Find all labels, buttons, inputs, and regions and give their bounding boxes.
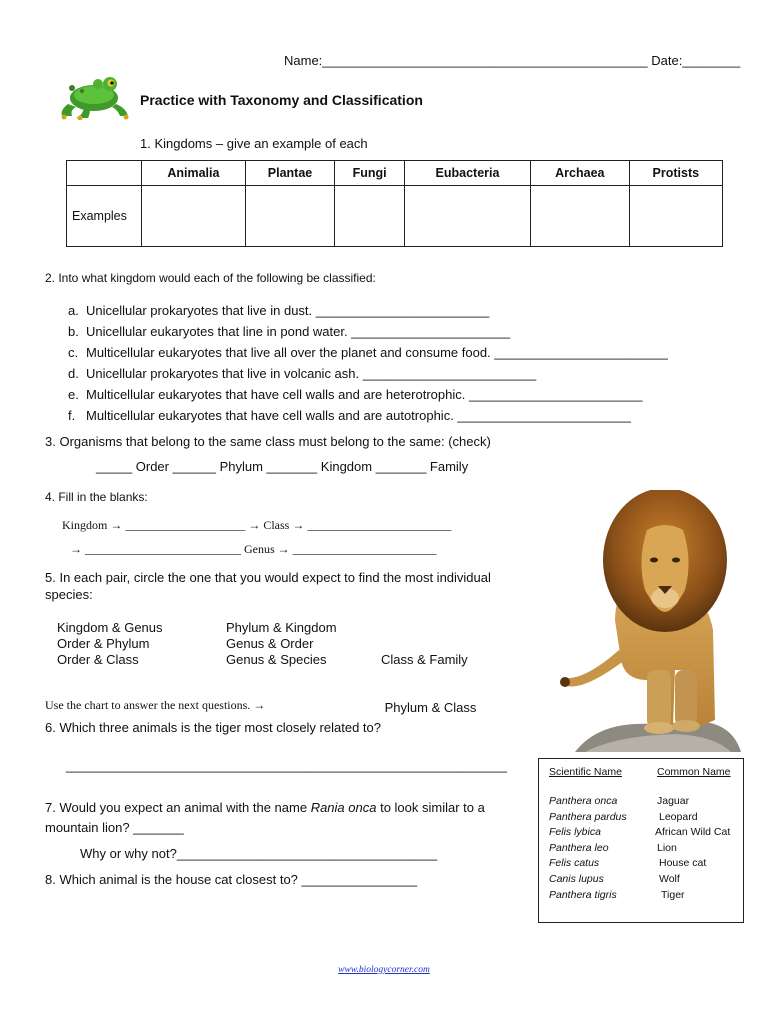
table-corner-cell (67, 161, 142, 186)
answer-cell-fungi[interactable] (335, 186, 405, 247)
q7-prompt: 7. Would you expect an animal with the name Rania onca to look similar to a (45, 800, 485, 815)
kingdoms-table (66, 160, 723, 247)
answer-cell-eubacteria[interactable] (404, 186, 530, 247)
species-chart (538, 758, 744, 923)
q2-item-text: Multicellular eukaryotes that live all over the planet and consume food. ________________________ (86, 345, 668, 360)
table-header-plantae: Plantae (245, 161, 334, 186)
q3-prompt: 3. Organisms that belong to the same class must belong to the same: (check) (45, 434, 491, 449)
list-item: e. Multicellular eukaryotes that have cell walls and are heterotrophic. ________________________ (68, 387, 643, 402)
answer-cell-plantae[interactable] (245, 186, 334, 247)
pair-option[interactable]: Order & Phylum (57, 636, 150, 651)
chart-scientific-name: Felis catus (549, 857, 600, 869)
list-item: f. Multicellular eukaryotes that have cell walls and are autotrophic. ________________________ (68, 408, 631, 423)
q7-species-name: Rania onca (310, 800, 377, 815)
chart-common-name: Lion (657, 842, 677, 854)
page-title: Practice with Taxonomy and Classification (140, 92, 423, 108)
chart-scientific-name: Canis lupus (549, 873, 604, 885)
chart-scientific-name: Panthera tigris (549, 889, 617, 901)
table-header-archaea: Archaea (531, 161, 630, 186)
header-line (284, 53, 740, 68)
q2-item-text: Multicellular eukaryotes that have cell walls and are autotrophic. ________________________ (86, 408, 631, 423)
q4-line-1: Kingdom → ____________________ → Class → ________________________ (62, 518, 452, 532)
chart-common-name: Leopard (659, 811, 698, 823)
name-field-label: Name:_____________________________________________ (284, 53, 648, 68)
chart-scientific-name: Panthera pardus (549, 811, 627, 823)
chart-intro: Use the chart to answer the next questions. → (45, 698, 266, 712)
chart-header-scientific: Scientific Name (549, 766, 622, 778)
q5-prompt-line-1: 5. In each pair, circle the one that you would expect to find the most individual (45, 570, 491, 585)
answer-cell-animalia[interactable] (142, 186, 246, 247)
q4-prompt: 4. Fill in the blanks: (45, 490, 148, 504)
chart-common-name: Jaguar (657, 795, 690, 807)
q5-pairs-column-3 (381, 620, 476, 732)
pair-option[interactable]: Phylum & Kingdom (226, 620, 337, 635)
q2-prompt: 2. Into what kingdom would each of the following be classified: (45, 271, 376, 285)
chart-scientific-name: Felis lybica (549, 826, 601, 838)
q2-list (68, 300, 668, 426)
q6-prompt: 6. Which three animals is the tiger most closely related to? (45, 720, 381, 735)
chart-common-name: Wolf (659, 873, 680, 885)
date-field-label: Date:________ (651, 53, 741, 68)
q2-item-text: Unicellular prokaryotes that live in volcanic ash. ________________________ (86, 366, 537, 381)
q1-prompt: 1. Kingdoms – give an example of each (140, 136, 368, 151)
list-item: c. Multicellular eukaryotes that live all over the planet and consume food. ________________________ (68, 345, 668, 360)
list-item: b. Unicellular eukaryotes that line in pond water. ______________________ (68, 324, 511, 339)
q5-prompt-line-2: species: (45, 587, 93, 602)
list-item: d. Unicellular prokaryotes that live in volcanic ash. ________________________ (68, 366, 537, 381)
pair-option[interactable]: Genus & Species (226, 652, 327, 667)
frog-icon (58, 74, 132, 120)
footer-link[interactable]: www.biologycorner.com (338, 965, 430, 975)
chart-common-name: African Wild Cat (655, 826, 731, 838)
chart-header-common: Common Name (657, 766, 731, 778)
table-row-label: Examples (67, 186, 142, 247)
q3-options: _____ Order ______ Phylum _______ Kingdom _______ Family (96, 459, 469, 474)
lion-image (555, 490, 750, 760)
q5-pairs-column-1 (57, 620, 163, 668)
q5-pairs-column-2 (226, 620, 337, 668)
q6-answer-line[interactable]: _____________________________________________________________ (66, 758, 508, 773)
chart-common-name: House cat (659, 857, 707, 869)
pair-option[interactable]: Genus & Order (226, 636, 314, 651)
table-header-eubacteria: Eubacteria (404, 161, 530, 186)
q7-line-2[interactable]: mountain lion? _______ (45, 820, 184, 835)
list-item: a. Unicellular prokaryotes that live in dust. ________________________ (68, 303, 490, 318)
q4-line-2: → __________________________ Genus → ________________________ (70, 542, 437, 556)
chart-scientific-name: Panthera leo (549, 842, 609, 854)
table-header-protists: Protists (629, 161, 722, 186)
q7-why-line[interactable]: Why or why not?____________________________________ (80, 846, 438, 861)
chart-scientific-name: Panthera onca (549, 795, 618, 807)
q2-item-text: Unicellular prokaryotes that live in dust. ________________________ (86, 303, 490, 318)
chart-common-name: Tiger (661, 889, 685, 901)
q2-item-text: Multicellular eukaryotes that have cell walls and are heterotrophic. ________________________ (86, 387, 643, 402)
answer-cell-archaea[interactable] (531, 186, 630, 247)
q8-prompt[interactable]: 8. Which animal is the house cat closest to? ________________ (45, 872, 418, 887)
q2-item-text: Unicellular eukaryotes that line in pond water. ______________________ (86, 324, 511, 339)
table-header-fungi: Fungi (335, 161, 405, 186)
pair-option[interactable]: Class & Family (381, 652, 468, 667)
pair-option[interactable]: Phylum & Class (381, 700, 477, 715)
pair-option[interactable]: Order & Class (57, 652, 139, 667)
pair-option[interactable]: Kingdom & Genus (57, 620, 163, 635)
answer-cell-protists[interactable] (629, 186, 722, 247)
table-header-animalia: Animalia (142, 161, 246, 186)
